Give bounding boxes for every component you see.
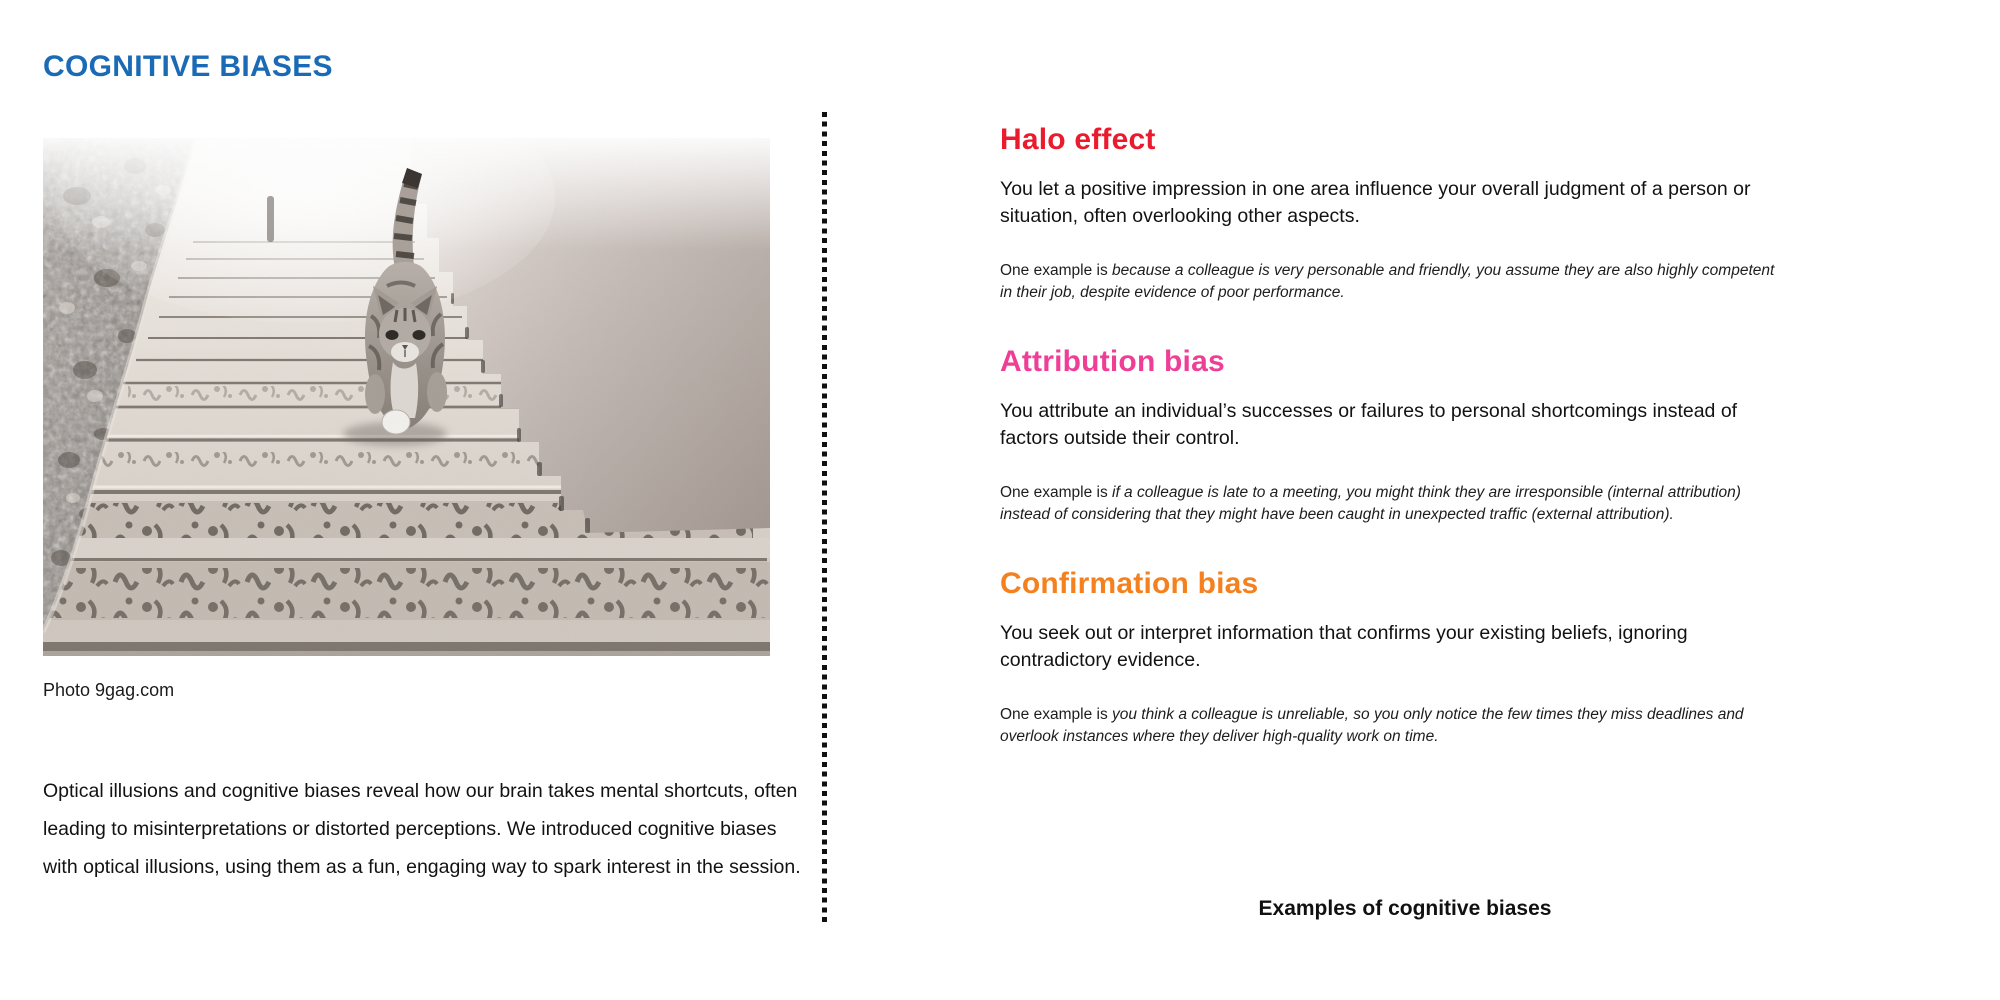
bias-example (1000, 704, 1780, 748)
example-italic: because a colleague is very personable and friendly, you assume they are also highly competent in their job, despite evidence of poor performance. (1000, 262, 1775, 301)
cat-stairs-illustration (43, 138, 770, 656)
photo-grain (43, 138, 770, 656)
example-prefix: One example is (1000, 484, 1112, 501)
bias-description: You seek out or interpret information that confirms your existing beliefs, ignoring contradictory evidence. (1000, 622, 1688, 671)
bias-heading: Confirmation bias (1000, 567, 1259, 600)
examples-footer-label: Examples of cognitive biases (1258, 897, 1552, 920)
bias-example (1000, 260, 1780, 304)
dotted-divider (822, 112, 827, 924)
bias-description: You let a positive impression in one area influence your overall judgment of a person or situation, often overlooking other aspects. (1000, 178, 1751, 227)
intro-paragraph: Optical illusions and cognitive biases reveal how our brain takes mental shortcuts, often leading to misinterpretations or distorted perceptions. We introduced cognitive biases with optical illusions, using them as a fun, engaging way to spark interest in the session. (43, 779, 801, 878)
example-italic: if a colleague is late to a meeting, you might think they are irresponsible (internal attribution) instead of considering that they might have been caught in unexpected traffic (external attribution). (1000, 484, 1741, 523)
photo-caption: Photo 9gag.com (43, 680, 175, 700)
example-prefix: One example is (1000, 262, 1112, 279)
example-prefix: One example is (1000, 706, 1112, 723)
bias-sections-column (1000, 122, 1800, 788)
bias-heading: Halo effect (1000, 123, 1156, 156)
bias-description: You attribute an individual’s successes or failures to personal shortcomings instead of factors outside their control. (1000, 400, 1738, 449)
cat-stairs-photo (43, 138, 770, 656)
bias-section-halo-effect (1000, 122, 1800, 304)
bias-example (1000, 482, 1780, 526)
bias-section-confirmation-bias (1000, 566, 1800, 748)
bias-section-attribution-bias (1000, 344, 1800, 526)
example-italic: you think a colleague is unreliable, so you only notice the few times they miss deadlines and overlook instances where they deliver high-quality work on time. (1000, 706, 1744, 745)
bias-heading: Attribution bias (1000, 345, 1225, 378)
page-title: COGNITIVE BIASES (43, 50, 333, 84)
